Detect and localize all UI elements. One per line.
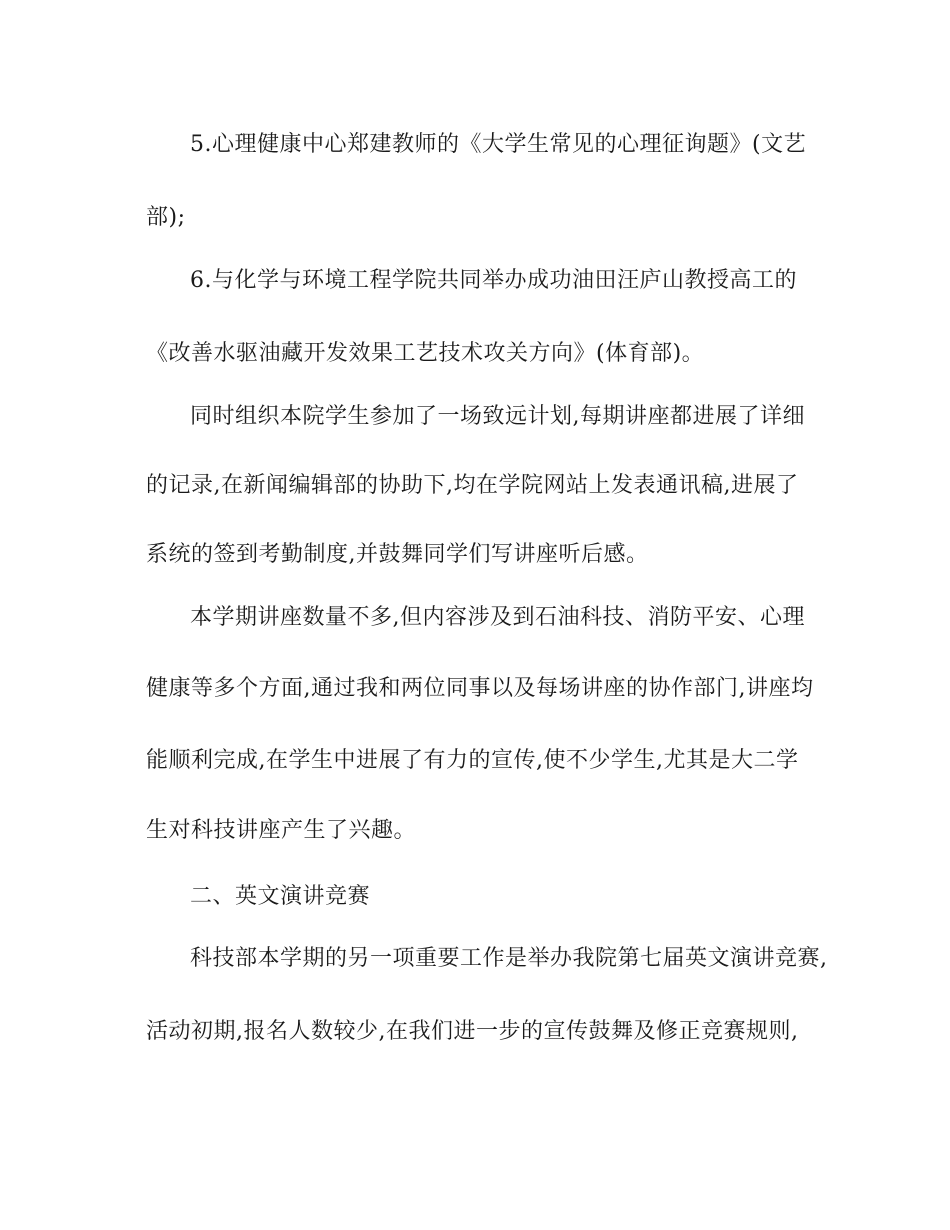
text-line-4: 《改善水驱油藏开发效果工艺技术攻关方向》(体育部)。 (146, 341, 705, 366)
text-line-5: 同时组织本院学生参加了一场致远计划,每期讲座都进展了详细 (190, 404, 805, 429)
section-heading: 二、英文演讲竞赛 (190, 884, 371, 909)
text-line-10: 能顺利完成,在学生中进展了有力的宣传,使不少学生,尤其是大二学 (146, 748, 799, 773)
text-line-14: 活动初期,报名人数较少,在我们进一步的宣传鼓舞及修正竞赛规则, (146, 1019, 799, 1044)
text-line-13: 科技部本学期的另一项重要工作是举办我院第七届英文演讲竞赛, (190, 946, 828, 971)
text-line-8: 本学期讲座数量不多,但内容涉及到石油科技、消防平安、心理 (190, 605, 805, 630)
text-line-6: 的记录,在新闻编辑部的协助下,均在学院网站上发表通讯稿,进展了 (146, 473, 799, 498)
text-line-3: 6.与化学与环境工程学院共同举办成功油田汪庐山教授高工的 (190, 268, 797, 293)
text-line-9: 健康等多个方面,通过我和两位同事以及每场讲座的协作部门,讲座均 (146, 676, 814, 701)
text-line-11: 生对科技讲座产生了兴趣。 (146, 818, 417, 843)
text-line-1: 5.心理健康中心郑建教师的《大学生常见的心理征询题》(文艺 (190, 132, 807, 157)
text-line-2: 部); (146, 205, 186, 230)
text-line-7: 系统的签到考勤制度,并鼓舞同学们写讲座听后感。 (146, 542, 649, 567)
